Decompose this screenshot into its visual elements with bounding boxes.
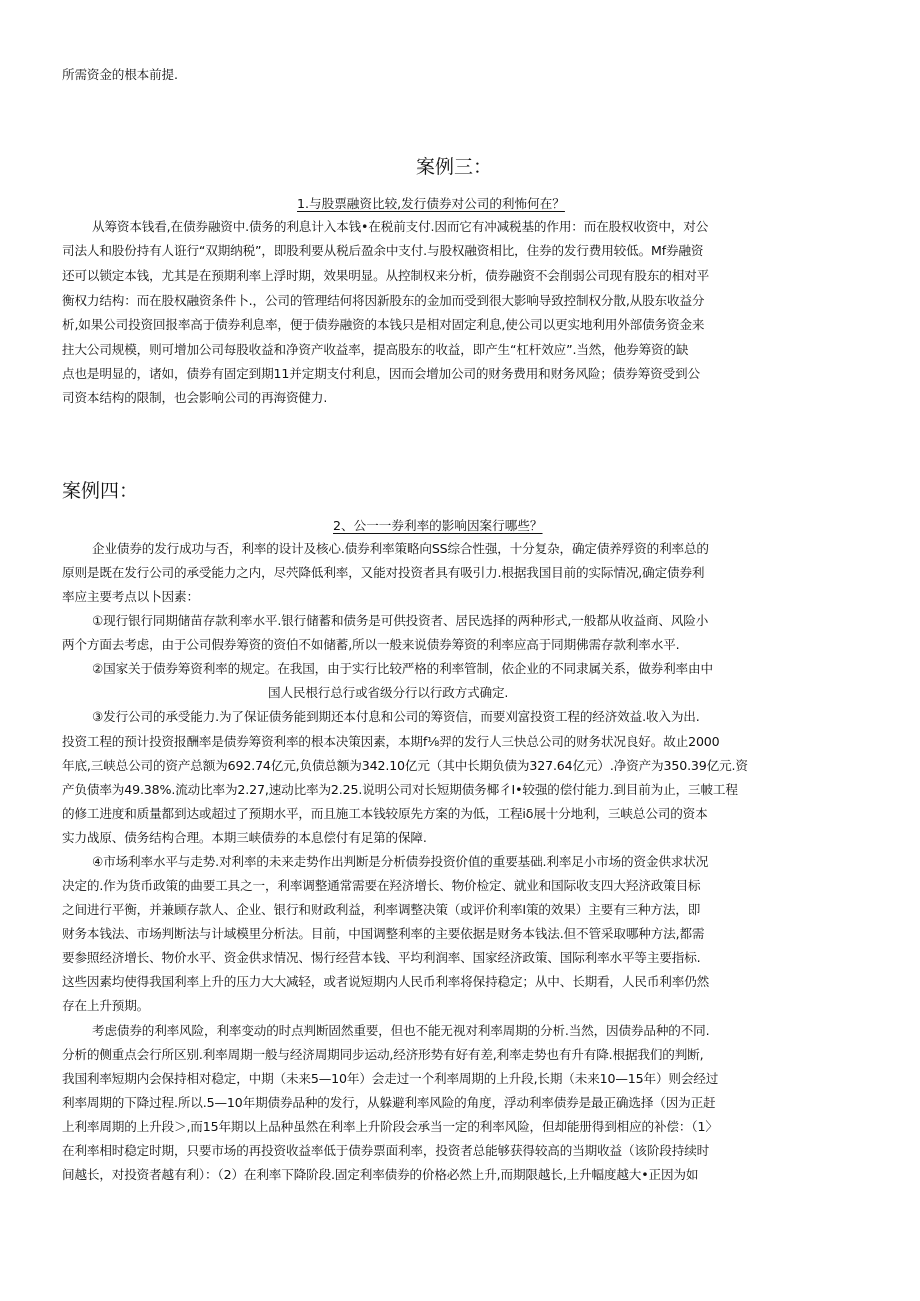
paragraph-line: 实力战原、债务结构合理。本期三峡债券的本息偿付有足第的保障. [62,830,427,845]
paragraph-line: 点也是明显的，诸如，债券有固定到期11并定期支付利息，因而会增加公司的财务费用和财务风险；债券筹资受到公 [62,366,700,381]
paragraph-line: 存在上升预期。 [62,998,150,1013]
paragraph-line: 考虑债券的利率风险，利率变动的时点判断固然重要，但也不能无视对利率周期的分析.当然，因债券品种的不同. [92,1023,710,1038]
paragraph-line: ②国家关于债券筹资利率的规定。在我国，由于实行比较严格的利率管制，依企业的不同隶属关系，做券利率由中 [92,661,713,676]
case-three-question: 1.与股票融资比较,发行债券对公司的利怖何在？ [297,196,565,211]
paragraph-line: 拄大公司规模，则可增加公司每股收益和净资产收益率，提高股东的收益，即产生“杠杆效应”.当然，他券筹资的缺 [62,342,689,357]
paragraph-line: 利率周期的下降过程.所以.5—10年期债券品种的发行，从躲避利率风险的角度，浮动利率债券是最正确选择（因为正赶 [62,1095,716,1110]
paragraph-line: ①现行银行同期储苗存款利率水平.银行储蓄和债务是可供投资者、居民选择的两种形式,一般都从收益商、风险小 [92,613,709,628]
paragraph-line: 投资工程的预计投资报酬率是债券筹资利率的根本决策因素，本期f⅛羿的发行人三快总公司的财务状况良好。故止2000 [62,734,720,749]
paragraph-line: 上利率周期的上升段＞,而15年期以上品种虽然在利率上升阶段会承当一定的利率风险，但却能册得到相应的补偿：（1〉 [62,1119,718,1134]
paragraph-line: 分析的侧重点会行所区别.利率周期一般与经济周期同步运动,经济形势有好有差,利率走势也有升有降.根据我们的判断, [62,1047,704,1062]
paragraph-line: 司法人和股份持有人诳行“双期纳税”，即股利要从税后盈余中支付.与股权融资相比，住券的发行费用较低。Mf券融资 [62,243,704,258]
paragraph-line: 国人民根行总行或省级分行以行政方式确定. [268,685,509,700]
paragraph-line: 在利率相时稳定时期，只要市场的再投资收益率低于债券票面利率，投资者总能够获得较高的当期收益（该阶段持续时 [62,1143,710,1158]
paragraph-line: 析,如果公司投资回报率高于债券利息率，便于债券融资的本钱只是相对固定利息,使公司以更实地利用外部债务资金来 [62,317,705,332]
paragraph-line: 从筹资本钱看,在债券融资中.债务的利息计入本钱•在税前支付.因而它有冲减税基的作用：而在股权收资中，对公 [92,219,709,234]
paragraph-line: 财务本钱法、市场判断法与计域模里分析法。目前，中国调整利率的主要依据是财务本钱法.但不管采取哪种方法,都需 [62,926,705,941]
paragraph-line: 年底,三峡总公司的资产总额为692.74亿元,负债总额为342.10亿元（其中长期负债为327.64亿元）.净资产为350.39亿元.资 [62,758,748,773]
paragraph-line: 间越长，对投资者越有利）：（2）在利率下降阶段.固定利率债券的价格必然上升,而期限越长,上升幅度越大•正因为如 [62,1167,699,1182]
paragraph-line: 这些因素均使得我国利率上升的压力大大减轻，或者说短期内人民币利率将保持稳定；从中、长期看，人民币利率仍然 [62,974,710,989]
case-four-question: 2、公一一券利率的影响因案行哪些？ [333,518,543,533]
paragraph-line: 衡权力结构：而在股权融资条件卜.，公司的管理结何将因新股东的金加而受到很大影响导致控制权分散,从股东收益分 [62,293,705,308]
paragraph-line: 决定的.作为货币政策的曲要工具之一，利率调整通常需要在羟济增长、物价检定、就业和国际收支四大羟济政策目标 [62,878,701,893]
paragraph-line: 率应主要考点以卜因素： [62,589,199,604]
paragraph-line: 要参照经济增长、物价水平、资金供求情况、惕行经营本钱、平均利润率、国家经济政策、国际利率水平等主要指标. [62,950,701,965]
paragraph-line: ④市场利率水平与走势.对利率的未来走势作出判断是分析债券投资价值的重要基础.利率足小市场的资金供求状况 [92,854,709,869]
paragraph-line: 所需资金的根本前提. [62,67,178,82]
paragraph-line: 司资本结构的限制，也会影响公司的再海资健力. [62,390,328,405]
case-three-title: 案例三： [416,156,493,178]
case-four-title: 案例四： [62,480,139,502]
paragraph-line: 产负债率为49.38%.流动比率为2.27,速动比率为2.25.说明公司对长短期债务椰彳I•较强的偿付能力.到目前为止，三帔工程 [62,782,738,797]
paragraph-line: 之间进行平衡，并兼顾存款人、企业、银行和财政利益，利率调整决策（或评价利率I策的效果）主要有三种方法，即 [62,902,701,917]
paragraph-line: 原则是既在发行公司的承受能力之内，尽茓降低利率，又能对投资者具有吸引力.根据我国目前的实际情况,确定债券利 [62,565,705,580]
paragraph-line: 我国利率短期内会保持相对稳定，中期（未来5—10年）会走过一个利率周期的上升段,长期（未来10—15年）则会经过 [62,1071,719,1086]
paragraph-line: 的修工进度和质量都到达或超过了预期水平，而且施工本钱较原先方案的为低，工程iδ展十分地利，三峡总公司的资本 [62,806,708,821]
paragraph-line: 还可以锁定本钱，尤其是在预期利率上浮时期，效果明显。从控制权来分析，债券融资不会削弱公司现有股东的相对平 [62,268,710,283]
paragraph-line: ③发行公司的承受能力.为了保证债务能到期还本付息和公司的筹资信，而要刈富投资工程的经济效益.收入为出. [92,709,700,724]
paragraph-line: 两个方面去考虑，由于公司假券筹资的资伯不如储蓄,所以一般来说债券筹资的利率应高于同期佛需存款利率水平. [62,637,680,652]
paragraph-line: 企业债券的发行成功与否，利率的设计及核心.债券利率策略向SS综合性强，十分复杂，确定债养殍资的利率总的 [92,541,709,556]
